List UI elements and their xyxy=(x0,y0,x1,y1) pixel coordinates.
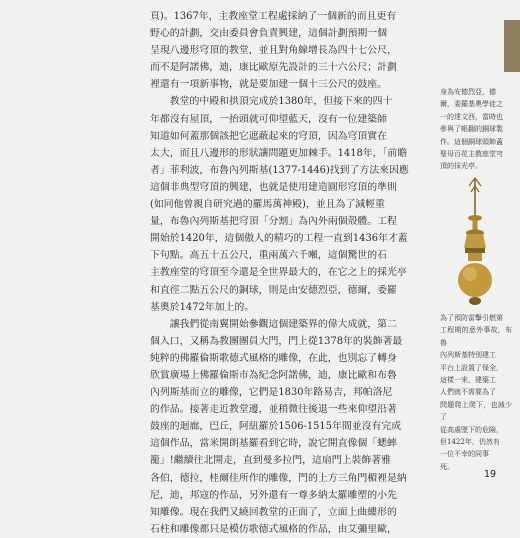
gilded-ball-sculpture-image xyxy=(456,176,494,308)
paragraph-1: 頁)。1367年，主教座堂工程處採納了一個新的而且更有 野心的計劃，交由委員會負責興建，這個計劃預期一個 呈現八邊形穹頂的教堂，並且對角線增長為四十七公尺， 而不是阿諾佛，迪，康比歐原先設計的三十六公尺；計劃 裡還有一項新事物，就是要加建一個十三公尺的鼓座。 xyxy=(150,11,397,91)
page-number: 19 xyxy=(484,469,497,480)
chapter-tab xyxy=(504,20,520,72)
paragraph-2: 教堂的中殿和拱頂完成於1380年，但接下來的四十 年都沒有屋頂，一抬頭就可仰望藍天，沒有一位建築師 知道如何蓋那個該把它遮蔽起來的穹頂，因為穹頂實在 太大，而且八邊形的形狀讓問題更加棘手。1418年，「前瞻 者」菲利波，布魯內列斯基(1377-1446)找到了方法來因應 這個非典型穹頂的興建，也就是使用建造圓形穹頂的準則 (如同他曾親自研究過的羅馬萬神殿)，並且為了減輕重 量，布魯內列斯基把穹頂「分割」為內外兩個殼體。工程 開始於1420年，這個傲人的精巧的工程一直到1436年才蓋 下句點。高五十五公尺，重兩萬六千噸，這個驚世的石 主教座堂的穹頂至今還是全世界最大的，在它之上的採光亭 和直徑二點五公尺的銅球，則是由安德烈亞，德爾，委羅 基奧於1472年加上的。 xyxy=(150,96,409,313)
paragraph-3: 讓我們從南翼開始參觀這個建築界的偉大成就，第二 個入口，又稱為教團團員大門，門上從1378年的裝飾著最 純粹的佛羅倫斯歌德式風格的雕像，在此，也別忘了轉身 欣賞廣場上佛羅倫斯市為紀念阿諾佛，迪，康比歐和布魯 內列斯基而立的雕像，它們是1830年路易吉，邦帕洛尼 的作品。接著走近教堂邊，並稍微往後退一些來仰望沿著 鼓座的迴廊，巴丘，阿紐羅於1506-1515年間並沒有完成 這個作品，當米開朗基羅看到它時，說它開直像個「蟋蟀 籠」!繼續往北開走，直到曼多拉門，這扇門上裝飾著雅 各伯，德拉，桂爾佳所作的雕像，門的上方三角門楣裡是納 尼，迪，邦寇的作品，另外還有一尊多納太羅雕塑的小先 知雕像。現在我們又繞回教堂的正面了，立面上曲縷形的 石柱和雕像都只是模仿歌德式風格的作品，由艾彌里歐， xyxy=(150,318,407,535)
body-text xyxy=(150,8,440,538)
caption-top: 身為安德烈亞，德 爾，委羅基奧學徒之 一的達文西，當時也 參與了帳翻的銅球製 作。這個銅球頭飾蓋 聖母百花主教座堂穹 頂的採光亭。 xyxy=(440,88,503,171)
caption-bottom: 為了預防雷擊引燃第 工程期的意外事故，布魯 內列斯基特別建工 平台上設置了保全， 這樣一來，建築工 人們就不需要為了 問題爬上爬下，也減少了 從高處墜下的危險， 但1422年，仍然有 一位不幸的同事 死。 xyxy=(440,314,512,471)
